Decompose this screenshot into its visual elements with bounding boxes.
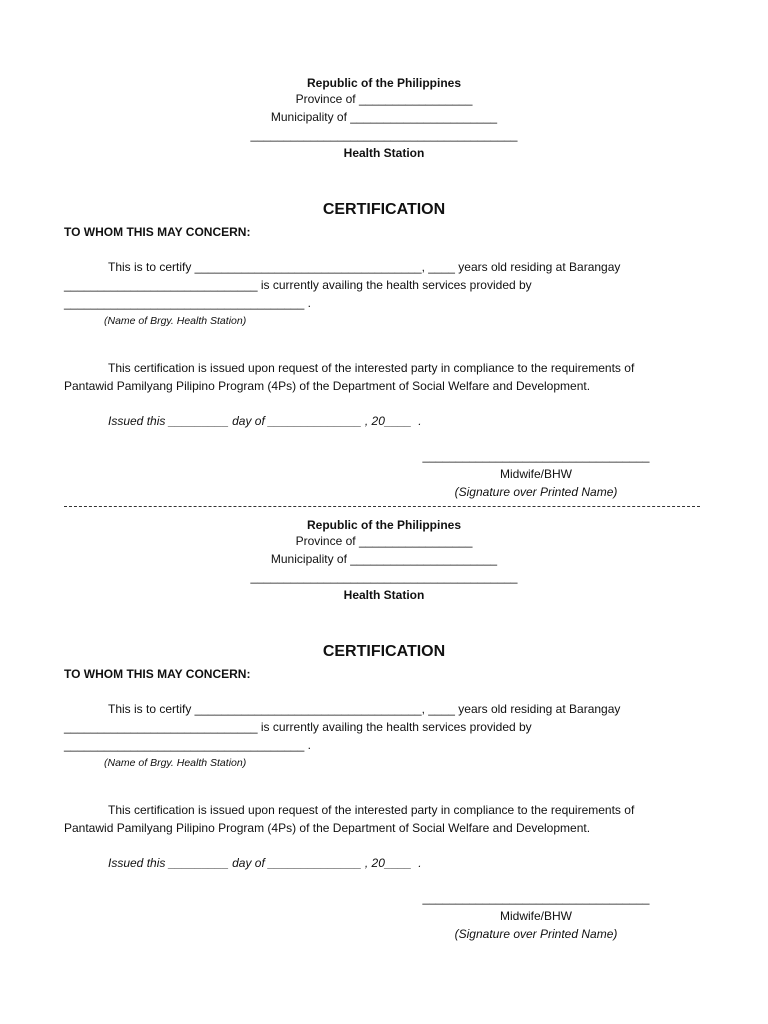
- body-line-1: This is to certify __________________________________, ____ years old residing at Barangay: [108, 702, 621, 716]
- cut-divider: [64, 506, 700, 507]
- signature-blank: __________________________________: [422, 891, 650, 905]
- station-name-note: (Name of Brgy. Health Station): [104, 315, 247, 327]
- signature-block: [418, 448, 654, 500]
- salutation: TO WHOM THIS MAY CONCERN:: [64, 225, 251, 239]
- health-station-label: Health Station: [343, 146, 425, 160]
- paragraph-2-line-2: Pantawid Pamilyang Pilipino Program (4Ps) of the Department of Social Welfare and Development.: [64, 379, 591, 393]
- signature-role: Midwife/BHW: [499, 909, 572, 923]
- issued-line: Issued this _________ day of ______________ , 20____ .: [108, 414, 422, 428]
- body-line-2: _____________________________ is currently availing the health services provided by: [64, 278, 532, 292]
- municipality-line: Municipality of ______________________: [270, 552, 498, 566]
- province-line: Province of _________________: [295, 92, 473, 106]
- paragraph-2-line-2: Pantawid Pamilyang Pilipino Program (4Ps) of the Department of Social Welfare and Development.: [64, 821, 591, 835]
- health-station-label: Health Station: [343, 588, 425, 602]
- body-line-2: _____________________________ is currently availing the health services provided by: [64, 720, 532, 734]
- body-line-1: This is to certify __________________________________, ____ years old residing at Barangay: [108, 260, 621, 274]
- paragraph-2-line-1: This certification is issued upon request of the interested party in compliance to the requirements of: [108, 361, 635, 375]
- certification-title: CERTIFICATION: [322, 643, 446, 660]
- municipality-line: Municipality of ______________________: [270, 110, 498, 124]
- station-name-blank: ________________________________________: [250, 570, 518, 584]
- paragraph-2-line-1: This certification is issued upon request of the interested party in compliance to the requirements of: [108, 803, 635, 817]
- body-line-3: ____________________________________ .: [64, 296, 311, 310]
- certification-title: CERTIFICATION: [322, 201, 446, 218]
- republic-heading: Republic of the Philippines: [306, 76, 461, 90]
- issued-line: Issued this _________ day of ______________ , 20____ .: [108, 856, 422, 870]
- signature-note: (Signature over Printed Name): [454, 927, 618, 941]
- body-line-3: ____________________________________ .: [64, 738, 311, 752]
- station-name-note: (Name of Brgy. Health Station): [104, 757, 247, 769]
- signature-role: Midwife/BHW: [499, 467, 572, 481]
- republic-heading: Republic of the Philippines: [306, 518, 461, 532]
- salutation: TO WHOM THIS MAY CONCERN:: [64, 667, 251, 681]
- station-name-blank: ________________________________________: [250, 128, 518, 142]
- signature-note: (Signature over Printed Name): [454, 485, 618, 499]
- province-line: Province of _________________: [295, 534, 473, 548]
- signature-block: [418, 890, 654, 942]
- signature-blank: __________________________________: [422, 449, 650, 463]
